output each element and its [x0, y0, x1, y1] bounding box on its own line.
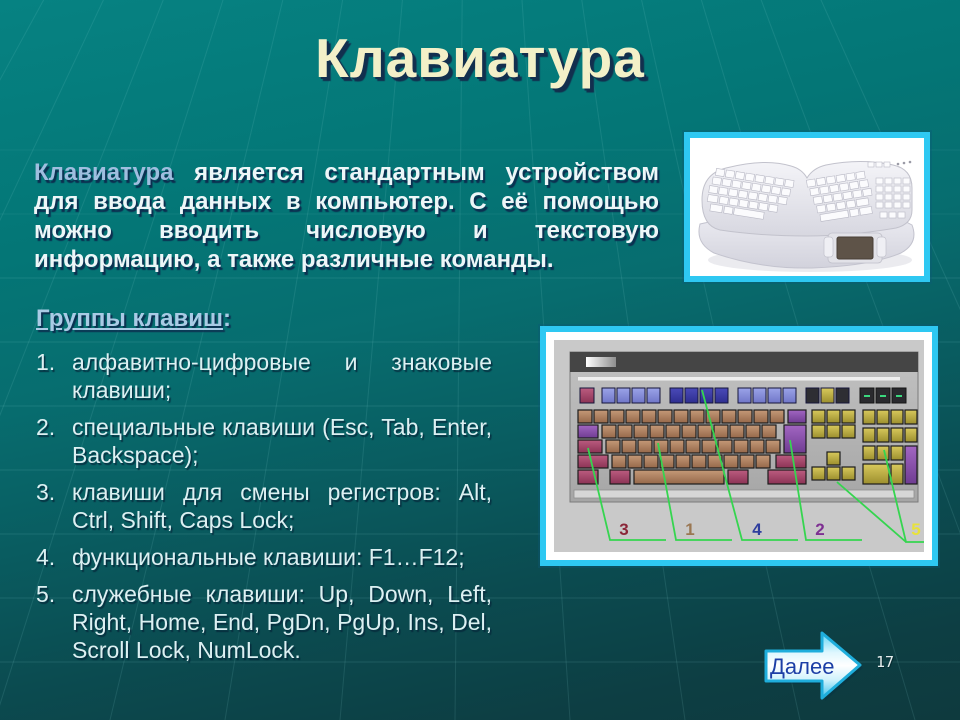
function-keys	[868, 162, 890, 167]
alphanumeric-keys	[578, 410, 806, 484]
groups-heading-text: Группы клавиш	[36, 305, 223, 332]
list-item-number: 5.	[36, 581, 56, 607]
list-item-text: служебные клавиши: Up, Down, Left, Right, Home, End, PgDn, PgUp, Ins, Del, Scroll Lock, NumLock.	[72, 581, 492, 663]
next-button-label: Далее	[770, 654, 835, 679]
group-label-3: 3	[619, 520, 629, 539]
ergonomic-keyboard-image	[690, 138, 924, 276]
page-number: 17	[876, 653, 895, 671]
next-button[interactable]	[762, 627, 868, 707]
numpad-enter-key	[905, 446, 917, 484]
keyboard-groups-diagram	[554, 340, 924, 552]
keyboard-diagram-frame	[540, 326, 938, 566]
touchpad	[824, 233, 886, 263]
list-item	[36, 478, 506, 534]
backspace-key	[788, 410, 806, 423]
enter-key	[784, 425, 806, 453]
led-indicators	[860, 388, 906, 403]
list-item-text: специальные клавиши (Esc, Tab, Enter, Backspace);	[72, 414, 492, 468]
right-shift-key	[776, 455, 806, 468]
group-label-2: 2	[815, 520, 825, 539]
list-item	[36, 543, 506, 571]
intro-lead-word: Клавиатура	[34, 159, 174, 186]
list-item-text: функциональные клавиши: F1…F12;	[72, 544, 465, 570]
groups-heading	[36, 305, 231, 333]
intro-paragraph	[34, 158, 659, 274]
list-item-number: 4.	[36, 544, 56, 570]
list-item-text: клавиши для смены регистров: Alt, Ctrl, Shift, Caps Lock;	[72, 479, 492, 533]
group-label-4: 4	[752, 520, 762, 539]
groups-heading-colon: :	[222, 305, 231, 332]
capslock-key	[578, 440, 602, 453]
group-label-1: 1	[685, 520, 695, 539]
list-item-number: 1.	[36, 349, 56, 375]
function-keys-row	[580, 388, 849, 403]
list-item	[36, 580, 506, 664]
keyboard-photo-frame	[684, 132, 930, 282]
list-item-number: 3.	[36, 479, 56, 505]
page-title: Клавиатура	[315, 27, 645, 89]
list-item-text: алфавитно-цифровые и знаковые клавиши;	[72, 349, 492, 403]
key-groups-list	[36, 348, 506, 673]
group-label-5: 5	[911, 520, 921, 539]
list-item-number: 2.	[36, 414, 56, 440]
list-item	[36, 413, 506, 469]
spacebar-key	[634, 470, 724, 484]
tab-key	[578, 425, 598, 438]
intro-text: является стандартным устройством для ввода данных в компьютер. С её помощью можно вводить числовую и текстовую информацию, а также различные команды.	[34, 159, 659, 273]
list-item	[36, 348, 506, 404]
brand-logo	[586, 357, 616, 367]
next-arrow-icon	[762, 627, 868, 707]
